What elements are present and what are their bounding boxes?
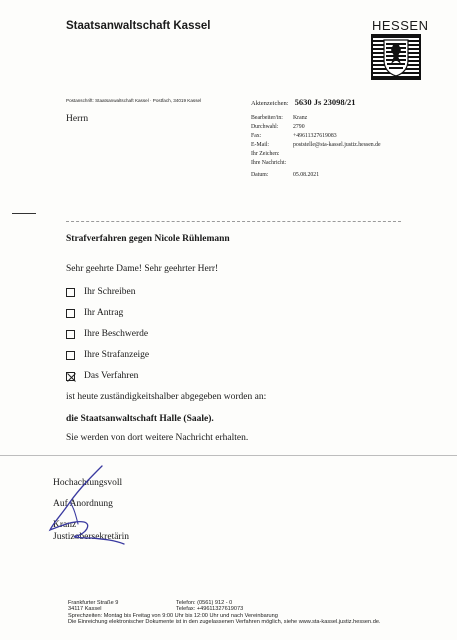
closing-greeting: Hochachtungsvoll — [53, 478, 123, 488]
contact-row-fax — [251, 132, 381, 141]
divider — [0, 455, 457, 456]
contact-label: Bearbeiter/in: — [251, 115, 283, 121]
contact-value: Kranz — [293, 115, 308, 121]
contact-value: +49611327619083 — [293, 133, 337, 140]
authority-name: Staatsanwaltschaft Kassel — [66, 20, 211, 32]
contact-row-your-reference — [251, 150, 381, 159]
divider — [66, 221, 401, 222]
checkbox-label: Ihre Beschwerde — [84, 329, 149, 339]
contact-row-your-message — [251, 159, 381, 168]
subject-line: Strafverfahren gegen Nicole Rühlemann — [66, 234, 230, 244]
checkbox-label: Ihr Schreiben — [84, 287, 136, 297]
checkbox-row-criminal-complaint — [66, 349, 149, 361]
footer-office-hours: Sprechzeiten: Montag bis Freitag von 9:00 Uhr bis 12:00 Uhr und nach Vereinbarung — [68, 612, 278, 619]
contact-label: Durchwahl: — [251, 124, 279, 131]
footer-street: Frankfurter Straße 9 — [68, 600, 119, 606]
reference-row — [251, 97, 356, 107]
footer-city: 34117 Kassel — [68, 606, 102, 613]
contact-label: E-Mail: — [251, 142, 270, 149]
closing-title: Justizobersekretärin — [53, 532, 129, 542]
date-label: Datum: — [251, 172, 269, 178]
contact-value: poststelle@sta-kassel.justiz.hessen.de — [293, 142, 381, 149]
checkbox-label: Ihre Strafanzeige — [84, 350, 150, 360]
contact-label: Ihre Nachricht: — [251, 160, 287, 167]
contact-row-email — [251, 141, 381, 150]
fold-mark — [12, 213, 36, 214]
closing-by-order: Auf Anordnung — [53, 499, 113, 509]
recipient-salutation: Herrn — [66, 114, 89, 124]
check-cross-icon — [67, 373, 76, 382]
checkbox-row-complaint — [66, 328, 148, 340]
reference-label: Aktenzeichen: — [251, 100, 289, 107]
footer-electronic-filing: Die Einreichung elektronischer Dokumente ist in den zugelassenen Verfahren möglich, siehe www.sta-kassel.justiz.hessen.de. — [68, 619, 381, 626]
reference-number: 5630 Js 23098/21 — [294, 97, 356, 107]
contact-row-extension — [251, 123, 381, 132]
closing-name: Kranz — [53, 520, 77, 530]
footer-phone: Telefon: (0561) 912 - 0 — [176, 600, 233, 606]
postal-address-line: Postanschrift: Staatsanwaltschaft Kassel · Postfach, 34019 Kassel — [66, 98, 202, 103]
checkbox-checked — [66, 372, 75, 381]
body-text-further-notice: Sie werden von dort weitere Nachricht erhalten. — [66, 433, 249, 443]
checkbox-row-letter — [66, 286, 135, 298]
date-value: 05.08.2021 — [293, 172, 320, 178]
salutation: Sehr geehrte Dame! Sehr geehrter Herr! — [66, 264, 219, 274]
body-text-transferred: ist heute zuständigkeitshalber abgegeben worden an: — [66, 392, 267, 402]
contact-label: Ihr Zeichen: — [251, 151, 280, 158]
checkbox — [66, 309, 75, 318]
checkbox — [66, 288, 75, 297]
hessen-coat-of-arms-logo — [371, 34, 421, 80]
contact-row-clerk — [251, 114, 381, 123]
handwritten-signature — [40, 462, 130, 550]
date-row — [251, 172, 319, 178]
contact-value: 2790 — [293, 124, 305, 131]
checkbox-row-application — [66, 307, 123, 319]
contact-details — [251, 114, 381, 169]
checkbox-row-proceedings — [66, 370, 138, 382]
checkbox-label: Das Verfahren — [84, 371, 139, 381]
checkbox-label: Ihr Antrag — [84, 308, 124, 318]
checkbox — [66, 330, 75, 339]
body-text-recipient-office: die Staatsanwaltschaft Halle (Saale). — [66, 414, 214, 424]
footer — [68, 600, 380, 626]
state-name: HESSEN — [372, 18, 429, 33]
contact-label: Fax: — [251, 133, 262, 140]
checkbox — [66, 351, 75, 360]
footer-fax: Telefax: +49611327619073 — [176, 606, 244, 613]
